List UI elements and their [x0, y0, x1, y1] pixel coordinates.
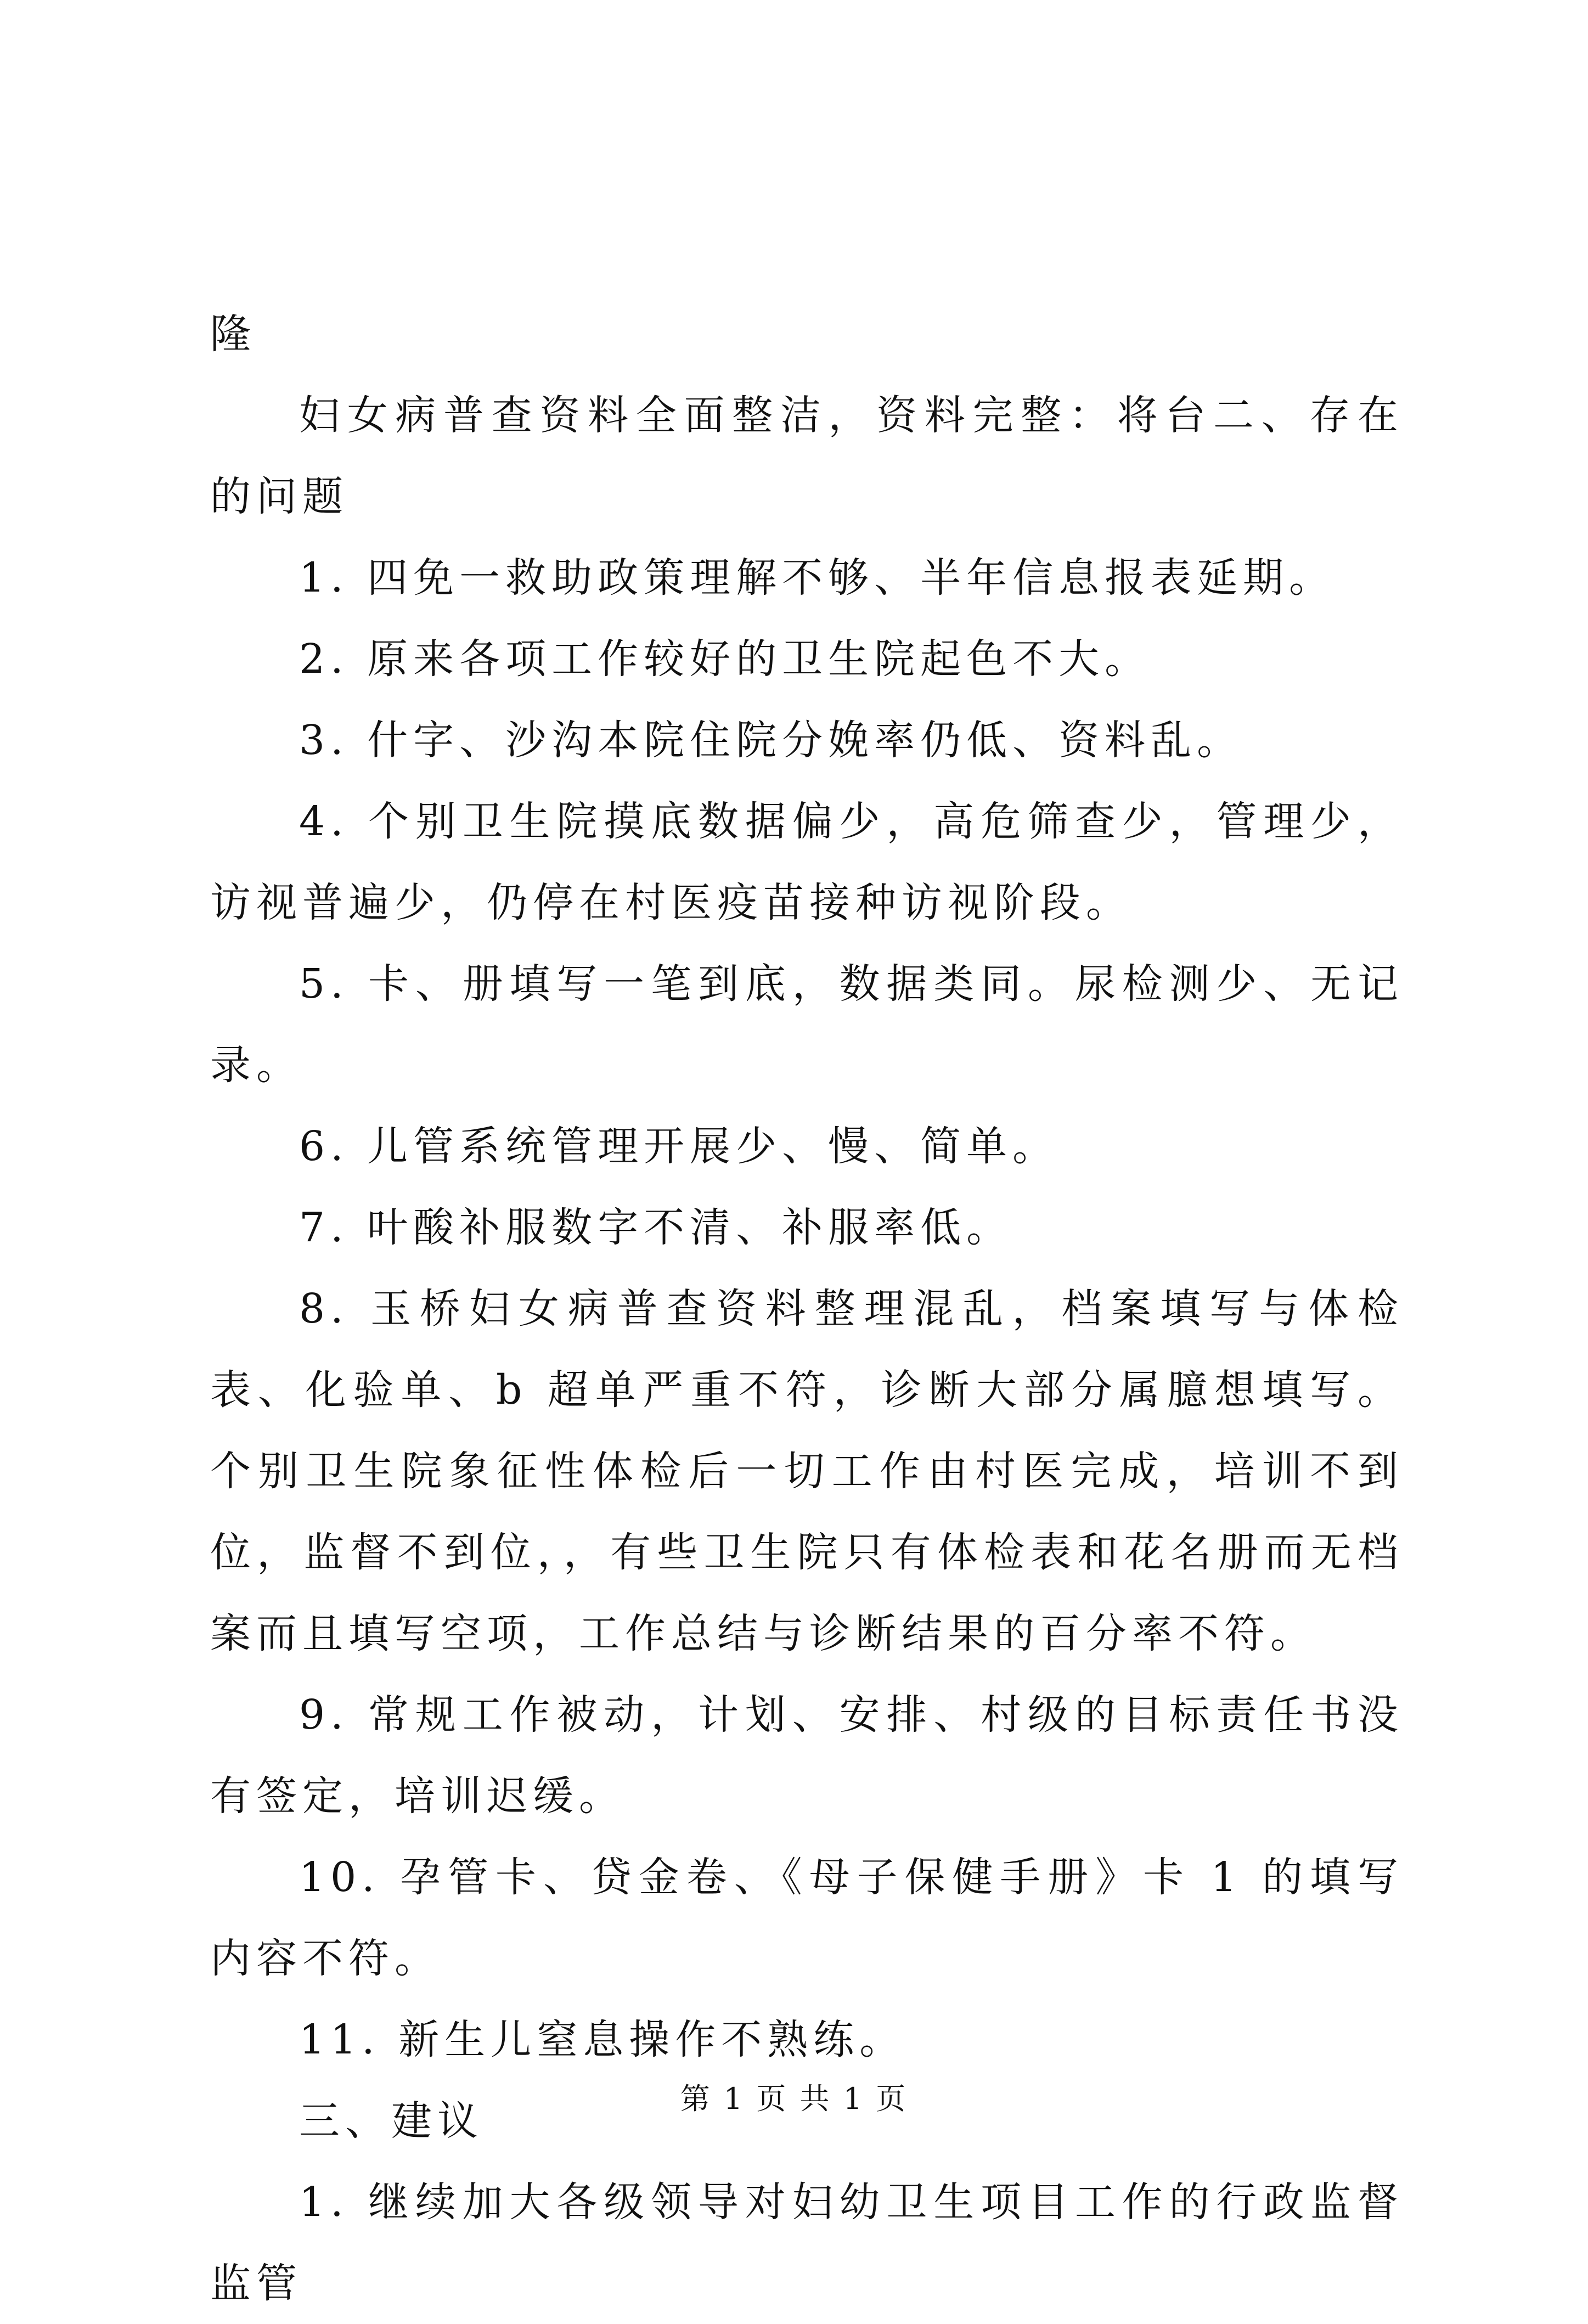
list-item: 11. 新生儿窒息操作不熟练。 [299, 2016, 906, 2063]
list-item: 10. 孕管卡、贷金卷、《母子保健手册》卡 1 的填写内容不符。 [210, 1854, 1404, 1982]
list-item: 4. 个别卫生院摸底数据偏少，高危筛查少，管理少，访视普遍少，仍停在村医疫苗接种访视阶段。 [210, 798, 1404, 926]
list-item: 5. 卡、册填写一笔到底，数据类同。尿检测少、无记录。 [210, 960, 1404, 1089]
list-item: 2. 原来各项工作较好的卫生院起色不大。 [299, 635, 1151, 683]
list-item: 6. 儿管系统管理开展少、慢、简单。 [299, 1123, 1059, 1170]
page-footer: 第 1 页 共 1 页 [680, 2081, 908, 2116]
list-item: 9. 常规工作被动，计划、安排、村级的目标责任书没有签定，培训迟缓。 [210, 1691, 1404, 1820]
list-item: 1. 四免一救助政策理解不够、半年信息报表延期。 [299, 554, 1336, 601]
paragraph: 妇女病普查资料全面整洁，资料完整：将台二、存在的问题 [210, 392, 1404, 520]
document-body [210, 294, 1404, 2324]
list-item: 7. 叶酸补服数字不清、补服率低。 [299, 1204, 1013, 1251]
list-item: 3. 什字、沙沟本院住院分娩率仍低、资料乱。 [299, 717, 1243, 764]
section-heading: 三、建议 [299, 2097, 483, 2145]
paragraph: 隆 [210, 311, 256, 358]
list-item: 8. 玉桥妇女病普查资料整理混乱，档案填写与体检表、化验单、b 超单严重不符，诊断大部分属臆想填写。个别卫生院象征性体检后一切工作由村医完成，培训不到位，监督不到位，，有些卫生院只有体检表和花名册而无档案而且填写空项，工作总结与诊断结果的百分率不符。 [210, 1285, 1404, 1657]
list-item: 1. 继续加大各级领导对妇幼卫生项目工作的行政监督监管 [210, 2179, 1404, 2307]
